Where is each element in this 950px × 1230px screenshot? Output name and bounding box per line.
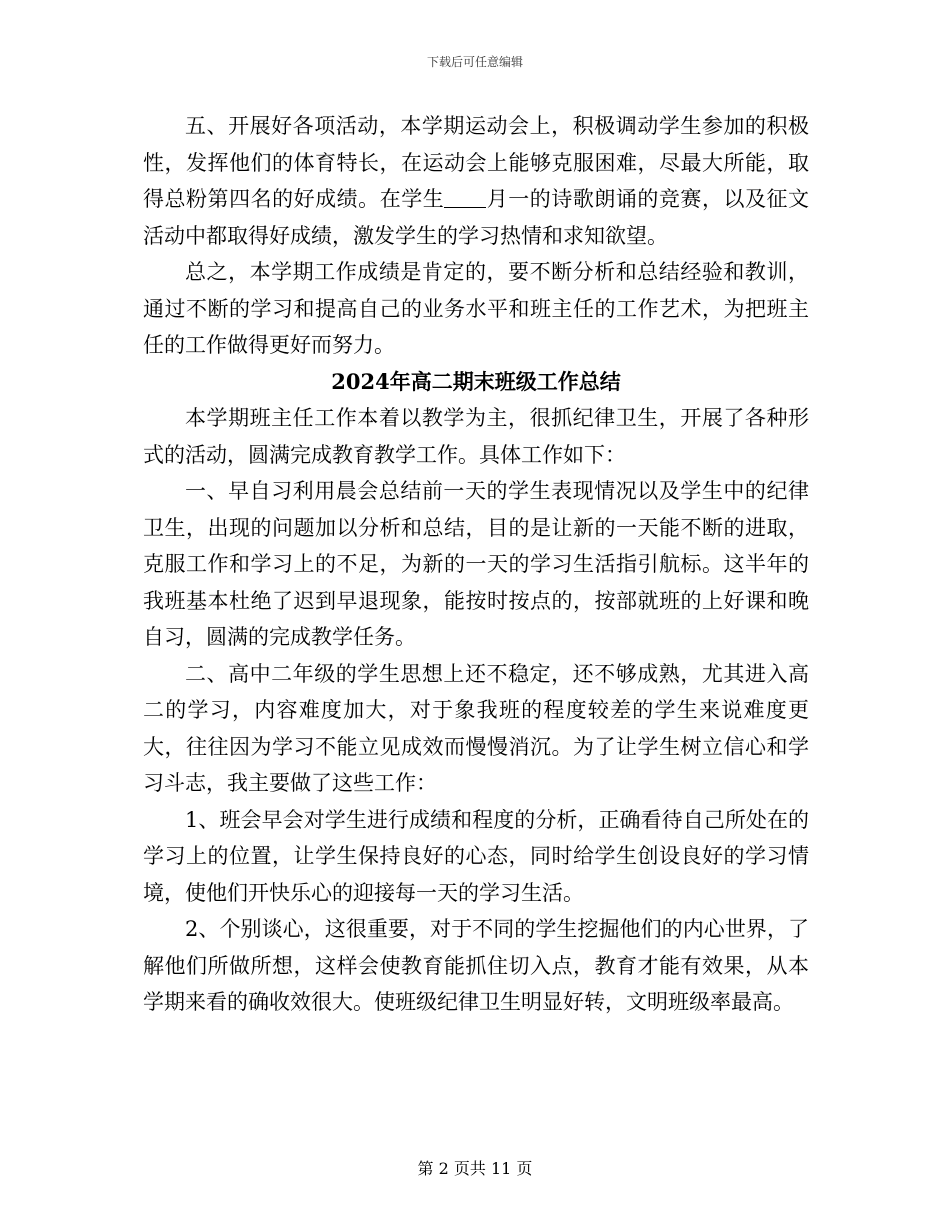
- paragraph-summary: 总之，本学期工作成绩是肯定的，要不断分析和总结经验和教训，通过不断的学习和提高自己的业务水平和班主任的工作艺术，为把班主任的工作做得更好而努力。: [143, 260, 809, 357]
- paragraph: 二、高中二年级的学生思想上还不稳定，还不够成熟，尤其进入高二的学习，内容难度加大，对于象我班的程度较差的学生来说难度更大，往往因为学习不能立见成效而慢慢消沉。为了让学生树立信心和学习斗志，我主要做了这些工作：: [143, 661, 809, 795]
- blank-underline: [444, 186, 486, 208]
- page-number-footer: 第 2 页共 11 页: [417, 1159, 533, 1178]
- document-body: [143, 108, 809, 1021]
- paragraph: 1、班会早会对学生进行成绩和程度的分析，正确看待自己所处在的学习上的位置，让学生保持良好的心态，同时给学生创设良好的学习情境，使他们开快乐心的迎接每一天的学习生活。: [143, 807, 809, 905]
- paragraph-text: 五、开展好各项活动，本学期运动会上，积极调动学生参加的积极性，发挥他们的体育特长，在运动会上能够克服困难，尽最大所能，取得总粉第四名的好成绩。在学生: [143, 114, 809, 211]
- paragraph-text: 月一的诗歌朗诵的竞赛，以及征文活动中都取得好成绩，激发学生的学习热情和求知欲望。: [143, 187, 810, 248]
- paragraph: 2、个别谈心，这很重要，对于不同的学生挖掘他们的内心世界，了解他们所做所想，这样会使教育能抓住切入点，教育才能有效果，从本学期来看的确收效很大。使班级纪律卫生明显好转，文明班级率最高。: [143, 917, 809, 1014]
- paragraph: 一、早自习利用晨会总结前一天的学生表现情况以及学生中的纪律卫生，出现的问题加以分析和总结，目的是让新的一天能不断的进取，克服工作和学习上的不足，为新的一天的学习生活指引航标。这半年的我班基本杜绝了迟到早退现象，能按时按点的，按部就班的上好课和晚自习，圆满的完成教学任务。: [143, 479, 809, 649]
- page-header: 下载后可任意编辑: [426, 55, 523, 69]
- paragraph: 本学期班主任工作本着以教学为主，很抓纪律卫生，开展了各种形式的活动，圆满完成教育教学工作。具体工作如下：: [143, 406, 809, 467]
- paragraph-activities: [143, 108, 809, 254]
- document-title: 2024年高二期末班级工作总结: [331, 368, 621, 394]
